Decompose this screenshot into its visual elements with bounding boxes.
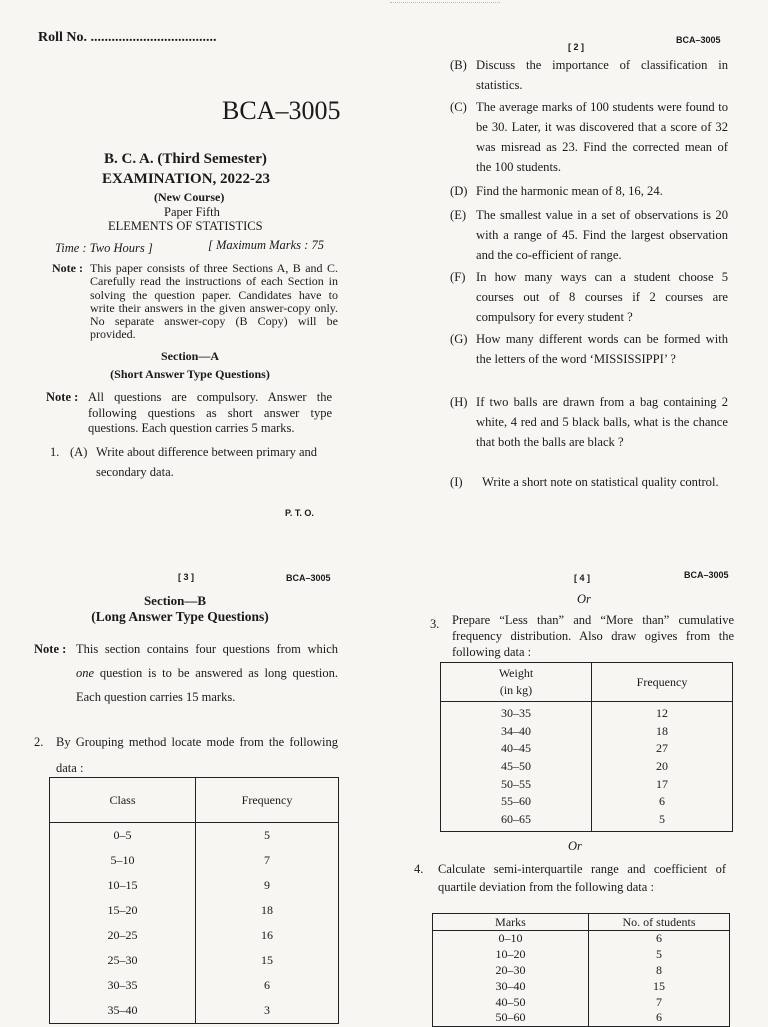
q-text: Discuss the importance of classification in statistics. [476, 58, 728, 92]
general-note [52, 262, 338, 342]
question-1a [50, 442, 320, 482]
table-cell: 40–50 [433, 994, 589, 1010]
section-a-note [46, 390, 332, 437]
table-row [441, 723, 733, 741]
table-cell: 30–35 [50, 973, 196, 998]
page-3 [0, 530, 384, 1024]
table-cell: 15 [653, 978, 665, 993]
table-row [441, 793, 733, 811]
question-1h [450, 392, 728, 452]
subject-title: ELEMENTS OF STATISTICS [108, 219, 263, 233]
page-number: [ 3 ] [178, 572, 195, 582]
table-row [433, 963, 730, 979]
table-row [433, 978, 730, 994]
column-header: Frequency [196, 778, 339, 823]
table-cell: 0–10 [433, 931, 589, 947]
paper-number: Paper Fifth [164, 205, 220, 219]
time-allowed: Time : Two Hours ] [55, 241, 153, 255]
q3-number: 3. [430, 617, 440, 631]
q-label: (G) [450, 332, 468, 346]
table-cell: 18 [261, 903, 273, 917]
column-header: Marks [433, 914, 589, 931]
page-code: BCA–3005 [286, 573, 331, 583]
table-row [441, 758, 733, 776]
table-cell: 6 [656, 1010, 662, 1025]
new-course: (New Course) [154, 190, 225, 204]
table-row [50, 823, 339, 849]
table-row [50, 898, 339, 923]
question-1f [450, 267, 728, 327]
table-cell: 45–50 [441, 758, 592, 776]
table-cell: 6 [656, 931, 662, 946]
table-header-row [433, 914, 730, 931]
table-cell: 50–55 [441, 775, 592, 793]
q-label: (E) [450, 208, 467, 222]
q1-text: Write about difference between primary and secondary data. [96, 445, 318, 479]
question-1i [450, 472, 728, 492]
question-4 [414, 861, 726, 896]
table-cell: 30–40 [433, 978, 589, 994]
question-1d [450, 181, 728, 201]
question-1g [450, 329, 728, 369]
table-cell: 7 [656, 994, 662, 1009]
note-text: This section contains four questions from which one question is to be answered as long question. Each question carries 15 marks. [76, 642, 339, 704]
table-cell: 5 [264, 828, 270, 842]
q3-text: Prepare “Less than” and “More than” cumulative frequency distribution. Also draw ogives from the following data : [452, 613, 734, 659]
marks-students-table [432, 913, 730, 1027]
table-cell: 5 [659, 811, 665, 826]
table-cell: 3 [264, 1003, 270, 1017]
q4-text: Calculate semi-interquartile range and coefficient of quartile deviation from the following data : [438, 862, 726, 894]
q1-number: 1. [50, 445, 60, 459]
table-cell: 40–45 [441, 740, 592, 758]
q-label: (D) [450, 184, 468, 198]
table-cell: 10–20 [433, 947, 589, 963]
weight-frequency-table [440, 662, 733, 832]
table-row [50, 873, 339, 898]
page-number: [ 4 ] [574, 573, 591, 583]
column-header-weight: Weight (in kg) [441, 663, 592, 702]
table-cell: 5–10 [50, 848, 196, 873]
table-row [441, 811, 733, 832]
section-b-note [34, 637, 338, 709]
table-cell: 20 [656, 759, 668, 774]
column-header: No. of students [589, 914, 730, 931]
table-cell: 20–30 [433, 963, 589, 979]
q-label: (C) [450, 100, 467, 114]
table-cell: 10–15 [50, 873, 196, 898]
note2-text: All questions are compulsory. Answer the following questions as short answer type questions. Each question carries 5 marks. [88, 390, 332, 435]
q-label: (F) [450, 270, 466, 284]
table-cell: 30–35 [441, 702, 592, 723]
q-label: (B) [450, 58, 467, 72]
question-3 [430, 612, 734, 660]
table-cell: 8 [656, 962, 662, 977]
q1-label: (A) [70, 445, 88, 459]
class-frequency-table [49, 777, 339, 1024]
or-separator: Or [577, 592, 591, 606]
or-separator: Or [568, 839, 582, 853]
q-text: The smallest value in a set of observations is 20 with a range of 45. Find the largest observation and the co-efficient of range. [476, 208, 728, 262]
q-label: (I) [450, 475, 463, 489]
exam-title: EXAMINATION, 2022-23 [102, 171, 271, 187]
table-row [50, 973, 339, 998]
q4-number: 4. [414, 862, 424, 876]
page-4 [384, 530, 768, 1024]
table-cell: 6 [659, 794, 665, 809]
page-code: BCA–3005 [676, 35, 721, 45]
q-text: Write a short note on statistical quality control. [482, 475, 719, 489]
table-row [50, 998, 339, 1024]
question-1e [450, 205, 728, 265]
q-text: In how many ways can a student choose 5 courses out of 8 courses if 2 courses are compulsory for every student ? [476, 270, 728, 324]
table-row [433, 931, 730, 947]
section-a-title: Section—A [161, 349, 219, 363]
table-cell: 16 [261, 928, 273, 942]
table-cell: 5 [656, 947, 662, 962]
q-text: Find the harmonic mean of 8, 16, 24. [476, 184, 663, 198]
table-header-row [441, 663, 733, 702]
table-cell: 9 [264, 878, 270, 892]
course-title: B. C. A. (Third Semester) [104, 151, 267, 167]
note-text: This paper consists of three Sections A, B and C. Carefully read the instructions of each Section in solving the question paper. Candidates have to write their answers in the given answer-copy only. No separate answer-copy (B Copy) will be provided. [90, 261, 338, 342]
table-cell: 34–40 [441, 723, 592, 741]
table-cell: 60–65 [441, 811, 592, 832]
note-label: Note : [34, 642, 67, 656]
page-number: [ 2 ] [568, 42, 585, 52]
table-row [441, 740, 733, 758]
table-cell: 27 [656, 741, 668, 756]
table-cell: 12 [656, 706, 668, 721]
section-b-title: Section—B [143, 593, 207, 608]
table-row [50, 848, 339, 873]
q-label: (H) [450, 395, 468, 409]
table-row [433, 994, 730, 1010]
table-header-row [50, 778, 339, 823]
table-cell: 20–25 [50, 923, 196, 948]
page-code: BCA–3005 [684, 570, 729, 580]
table-cell: 15–20 [50, 898, 196, 923]
maximum-marks: [ Maximum Marks : 75 [208, 238, 324, 252]
q2-text: By Grouping method locate mode from the following data : [56, 735, 338, 775]
question-1b [450, 55, 728, 95]
q-text: How many different words can be formed with the letters of the word ‘MISSISSIPPI’ ? [476, 332, 728, 366]
table-cell: 0–5 [50, 823, 196, 849]
section-a-subtitle: (Short Answer Type Questions) [110, 367, 270, 381]
table-cell: 18 [656, 723, 668, 738]
page-2 [384, 0, 768, 530]
q2-number: 2. [34, 735, 44, 749]
table-cell: 6 [264, 978, 270, 992]
pto: P. T. O. [285, 508, 314, 518]
table-cell: 25–30 [50, 948, 196, 973]
note-label: Note : [52, 261, 83, 275]
table-cell: 50–60 [433, 1010, 589, 1026]
column-header-frequency: Frequency [592, 663, 733, 702]
paper-code: BCA–3005 [222, 96, 341, 125]
roll-no: Roll No. .................................... [38, 30, 217, 45]
table-row [433, 947, 730, 963]
table-row [50, 948, 339, 973]
section-b-subtitle: (Long Answer Type Questions) [91, 609, 269, 624]
table-cell: 15 [261, 953, 273, 967]
column-header: Class [50, 778, 196, 823]
table-cell: 35–40 [50, 998, 196, 1024]
question-1c [450, 97, 728, 177]
question-2 [34, 729, 338, 781]
table-cell: 17 [656, 776, 668, 791]
table-row [441, 702, 733, 723]
note2-label: Note : [46, 390, 79, 404]
table-cell: 55–60 [441, 793, 592, 811]
table-cell: 7 [264, 853, 270, 867]
page-1 [0, 0, 384, 530]
table-row [50, 923, 339, 948]
table-row [441, 775, 733, 793]
q-text: The average marks of 100 students were found to be 30. Later, it was discovered that a score of 32 was misread as 23. Find the corrected mean of the 100 students. [476, 100, 728, 174]
q-text: If two balls are drawn from a bag containing 2 white, 4 red and 5 black balls, what is the chance that both the balls are black ? [476, 395, 728, 449]
